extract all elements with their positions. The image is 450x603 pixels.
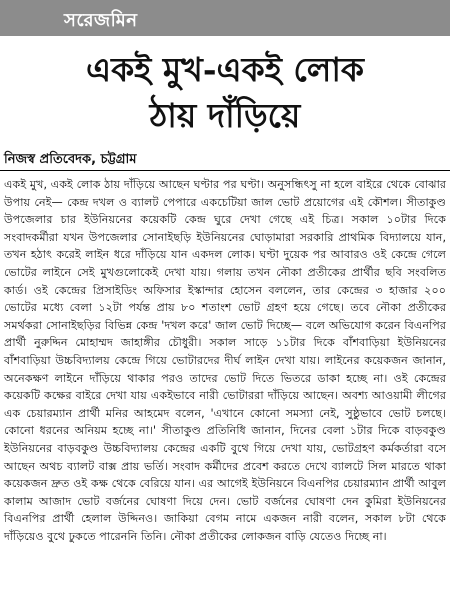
- article-body: [4, 176, 446, 545]
- byline: নিজস্ব প্রতিবেদক, চট্টগ্রাম: [4, 152, 137, 167]
- byline-divider: [0, 170, 450, 171]
- section-bar: [0, 0, 450, 36]
- section-label: সরেজমিন: [64, 10, 138, 31]
- headline-line-2: ঠায় দাঁড়িয়ে: [149, 96, 301, 135]
- headline-line-1: একই মুখ-একই লোক: [85, 50, 365, 89]
- article-paragraph: একই মুখ, একই লোক ঠায় দাঁড়িয়ে আছেন ঘণ্টার পর ঘণ্টা। অনুসন্ধিৎসু না হলে বাইরে থেকে বোঝার উপায় নেই— কেন্দ্র দখল ও ব্যালট পেপারে একচেটিয়া জাল ভোট প্রয়োগের এই কৌশল। সীতাকুণ্ড উপজেলার চার ইউনিয়নের কয়েকটি কেন্দ্র ঘুরে দেখা গেছে এই চিত্র। সকাল ১০টার দিকে সংবাদকর্মীরা যখন উপজেলার সোনাইছড়ি ইউনিয়নের ঘোড়ামারা সরকারি প্রাথমিক বিদ্যালয়ে যান, তখন হঠাৎ করেই লাইন ধরে দাঁড়িয়ে যান একদল লোক। ঘণ্টা দুয়েক পর আবারও ওই কেন্দ্রে গেলে ভোটের লাইনে সেই মুখগুলোকেই দেখা যায়। গলায় তখন নৌকা প্রতীকের প্রার্থীর ছবি সংবলিত কার্ড। ওই কেন্দ্রের প্রিসাইডিং অফিসার ইস্কান্দার হোসেন বললেন, তার কেন্দ্রের ৩ হাজার ২০০ ভোটের মধ্যে বেলা ১২টা পর্যন্ত প্রায় ৮০ শতাংশ ভোট গ্রহণ হয়ে গেছে। তবে নৌকা প্রতীকের সমর্থকরা সোনাইছড়ির বিভিন্ন কেন্দ্র 'দখল করে' জাল ভোট দিচ্ছে— বলে অভিযোগ করেন বিএনপির প্রার্থী নুরুদ্দিন মোহাম্মদ জাহাঙ্গীর চৌধুরী। সকাল সাড়ে ১১টার দিকে বাঁশবাড়িয়া ইউনিয়নের বাঁশবাড়িয়া উচ্চবিদ্যালয় কেন্দ্রে গিয়ে ভোটারদের দীর্ঘ লাইন দেখা যায়। লাইনের কয়েকজন জানান, অনেকক্ষণ লাইনে দাঁড়িয়ে থাকার পরও তাদের ভোট দিতে ভিতরে ডাকা হচ্ছে না। ওই কেন্দ্রের কয়েকটি কক্ষের বাইরে দেখা যায় একইভাবে নারী ভোটাররা দাঁড়িয়ে আছেন। অবশ্য আওয়ামী লীগের এক চেয়ারম্যান প্রার্থী মনির আহমেদ বলেন, 'এখানে কোনো সমস্যা নেই, সুষ্ঠুভাবে ভোট চলছে। কোনো ধরনের অনিয়ম হচ্ছে না।' সীতাকুণ্ড প্রতিনিধি জানান, দিনের বেলা ১টার দিকে বাড়বকুণ্ড ইউনিয়নের বাড়বকুণ্ড উচ্চবিদ্যালয় কেন্দ্রের একটি বুথে গিয়ে দেখা যায়, ভোটগ্রহণ কর্মকর্তারা বসে আছেন অথচ ব্যালট বাক্স প্রায় ভর্তি। সংবাদ কর্মীদের প্রবেশ করতে দেখে ব্যালটে সিল মারতে থাকা কয়েকজন দ্রুত ওই কক্ষ থেকে বেরিয়ে যান। এর আগেই ইউনিয়নে বিএনপির চেয়ারম্যান প্রার্থী আবুল কালাম আজাদ ভোট বর্জনের ঘোষণা দিয়ে দেন। ভোট বর্জনের ঘোষণা দেন কুমিরা ইউনিয়নের বিএনপির প্রার্থী হেলাল উদ্দিনও। জাকিয়া বেগম নামে একজন নারী বলেন, সকাল ৮টা থেকে দাঁড়িয়েও বুথে ঢুকতে পারেননি তিনি। নৌকা প্রতীকের লোকজন বাড়ি যেতেও দিচ্ছে না।: [4, 178, 446, 543]
